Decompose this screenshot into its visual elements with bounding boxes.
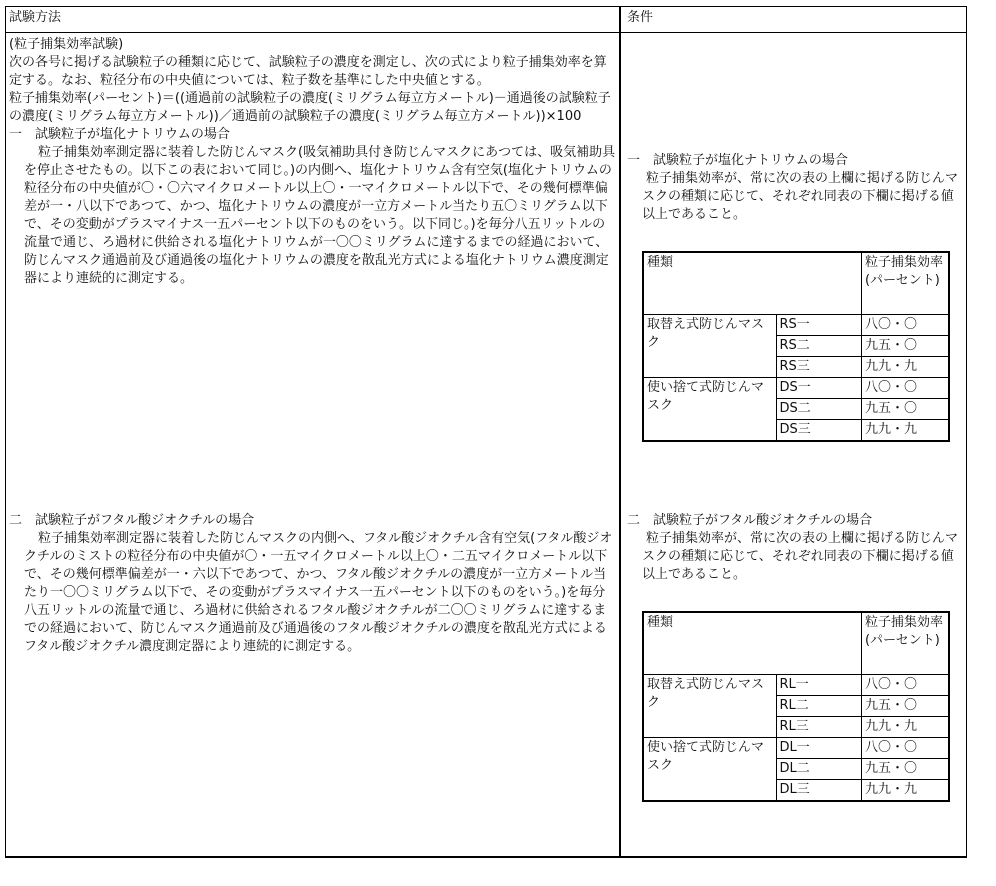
table2-header-efficiency: 粒子捕集効率(パーセント) (861, 612, 949, 674)
item1-body: 粒子捕集効率測定器に装着した防じんマスク(吸気補助具付き防じんマスクにあつては、吸気補助具を停止させたもの。以下この表において同じ。)の内側へ、塩化ナトリウム含有空気(塩化ナトリウムの粒径分布の中央値が〇・〇六マイクロメートル以上〇・一マイクロメートル以下で、その幾何標準偏差が一・八以下であつて、かつ、塩化ナトリウムの濃度が一立方メートル当たり五〇ミリグラム以下で、その変動がプラスマイナス一五パーセント以下のものをいう。以下同じ。)を毎分八五リットルの流量で通じ、ろ過材に供給される塩化ナトリウムが一〇〇ミリグラムに達するまでの経過において、防じんマスク通過前及び通過後の塩化ナトリウムの濃度を散乱光方式による塩化ナトリウム濃度測定器により連続的に測定する。 (24, 145, 616, 286)
table2-code: DL二 (776, 758, 861, 779)
table1-code: DS三 (776, 419, 861, 441)
document-table (5, 6, 967, 858)
section-title: (粒子捕集効率試験) (9, 37, 124, 52)
header-divider (5, 32, 967, 33)
bottom-border (5, 856, 967, 858)
table1-value: 九九・九 (861, 419, 949, 441)
cond2-heading: 二 試験粒子がフタル酸ジオクチルの場合 (627, 513, 873, 528)
header-conditions: 条件 (627, 10, 654, 25)
table2-value: 八〇・〇 (861, 674, 949, 695)
item2-body: 粒子捕集効率測定器に装着した防じんマスクの内側へ、フタル酸ジオクチル含有空気(フタル酸ジオクチルのミストの粒径分布の中央値が〇・一五マイクロメートル以上〇・二五マイクロメートル以下で、その幾何標準偏差が一・六以下であつて、かつ、フタル酸ジオクチルの濃度が一立方メートル当たり一〇〇ミリグラム以下で、その変動がプラスマイナス一五パーセント以下のものをいう。)を毎分八五リットルの流量で通じ、ろ過材に供給されるフタル酸ジオクチルが二〇〇ミリグラムに達するまでの経過において、防じんマスク通過前及び通過後のフタル酸ジオクチルの濃度を散乱光方式によるフタル酸ジオクチル濃度測定器により連続的に測定する。 (24, 531, 613, 654)
table1-code: RS三 (776, 356, 861, 377)
table2-group-replaceable: 取替え式防じんマスク (643, 674, 776, 737)
item1-heading: 一 試験粒子が塩化ナトリウムの場合 (9, 127, 230, 142)
table1-header-efficiency: 粒子捕集効率(パーセント) (861, 252, 949, 314)
table2-code: RL一 (776, 674, 861, 695)
cond2-body: 粒子捕集効率が、常に次の表の上欄に掲げる防じんマスクの種類に応じて、それぞれ同表の下欄に掲げる値以上であること。 (642, 531, 959, 582)
table1-code: RS一 (776, 314, 861, 335)
formula-text: 粒子捕集効率(パーセント)＝((通過前の試験粒子の濃度(ミリグラム毎立方メートル)－通過後の試験粒子の濃度(ミリグラム毎立方メートル))／通過前の試験粒子の濃度(ミリグラム毎立方メートル))×100 (9, 91, 611, 124)
table2-code: RL二 (776, 695, 861, 716)
cond1-heading: 一 試験粒子が塩化ナトリウムの場合 (627, 153, 848, 168)
left-border (5, 6, 6, 858)
table1-group-replaceable: 取替え式防じんマスク (643, 314, 776, 377)
table1-value: 九五・〇 (861, 335, 949, 356)
table2-code: RL三 (776, 716, 861, 737)
table1-value: 八〇・〇 (861, 314, 949, 335)
table2-code: DL三 (776, 779, 861, 801)
table2-code: DL一 (776, 737, 861, 758)
table2-value: 九五・〇 (861, 758, 949, 779)
table2-value: 九九・九 (861, 779, 949, 801)
top-border (5, 6, 967, 7)
table1-group-disposable: 使い捨て式防じんマスク (643, 377, 776, 441)
header-test-method: 試験方法 (9, 10, 62, 25)
table1-header-type: 種類 (643, 252, 861, 314)
table1-value: 九五・〇 (861, 398, 949, 419)
table2-value: 九九・九 (861, 716, 949, 737)
efficiency-table-2 (642, 611, 950, 802)
table1-value: 九九・九 (861, 356, 949, 377)
right-border (966, 6, 967, 858)
table2-value: 九五・〇 (861, 695, 949, 716)
cond1-body: 粒子捕集効率が、常に次の表の上欄に掲げる防じんマスクの種類に応じて、それぞれ同表の下欄に掲げる値以上であること。 (642, 171, 959, 222)
table1-code: RS二 (776, 335, 861, 356)
left-item2 (9, 512, 617, 656)
table2-value: 八〇・〇 (861, 737, 949, 758)
table2-group-disposable: 使い捨て式防じんマスク (643, 737, 776, 801)
table1-value: 八〇・〇 (861, 377, 949, 398)
table1-code: DS一 (776, 377, 861, 398)
intro-text: 次の各号に掲げる試験粒子の種類に応じて、試験粒子の濃度を測定し、次の式により粒子捕集効率を算定する。なお、粒径分布の中央値については、粒子数を基準にした中央値とする。 (9, 55, 607, 88)
item2-heading: 二 試験粒子がフタル酸ジオクチルの場合 (9, 513, 255, 528)
left-column (9, 36, 617, 288)
table1-code: DS二 (776, 398, 861, 419)
column-divider (619, 6, 621, 858)
table2-header-type: 種類 (643, 612, 861, 674)
right-item2 (627, 512, 963, 584)
right-item1 (627, 152, 963, 224)
efficiency-table-1 (642, 251, 950, 442)
